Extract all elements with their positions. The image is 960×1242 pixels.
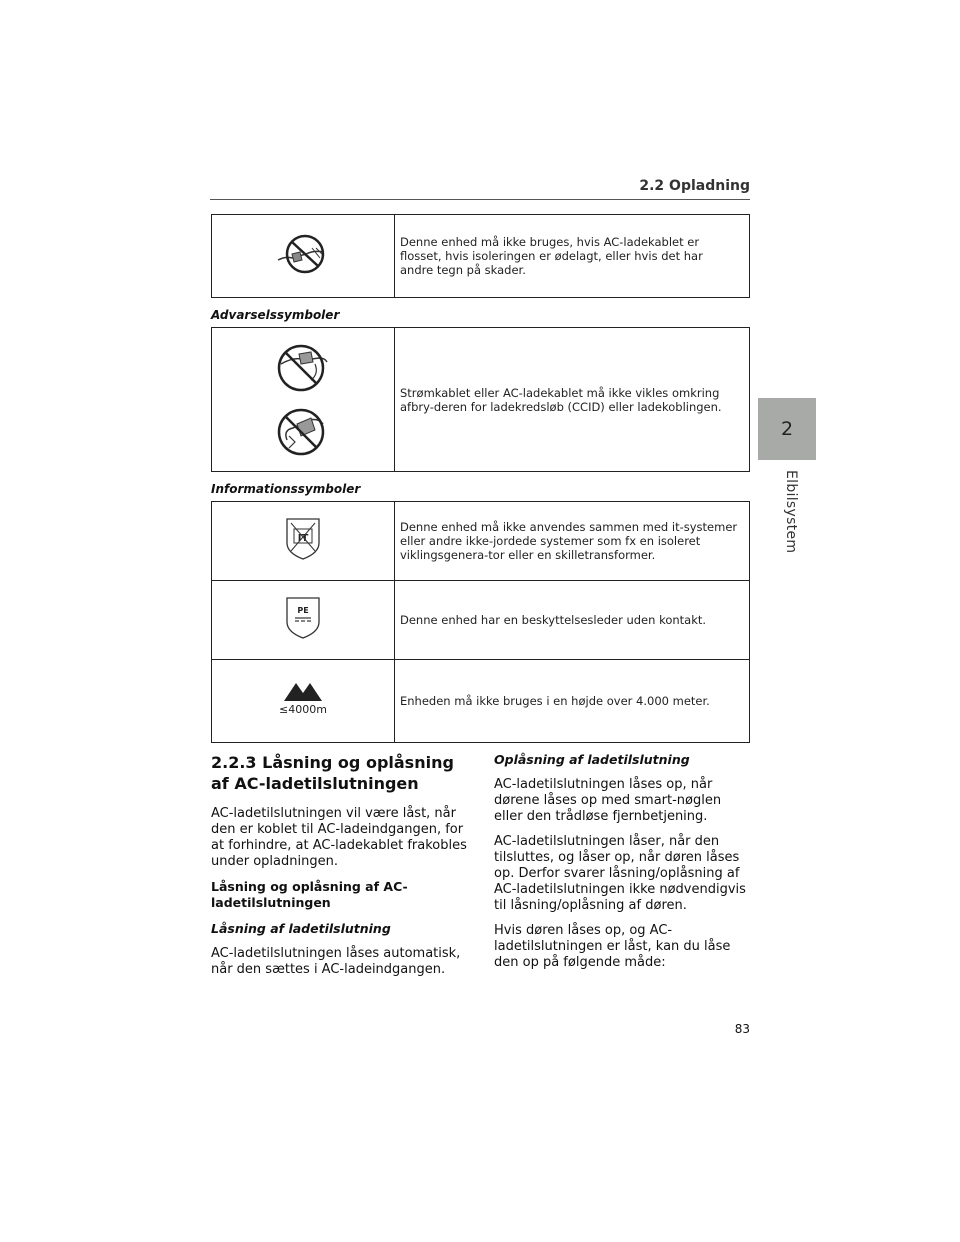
description-text: Denne enhed må ikke anvendes sammen med it-systemer eller andre ikke-jordede systemer som fx en isoleret viklingsgenera-tor eller en skilletransformer. [395,502,750,581]
table-row [212,660,750,743]
protective-earth-icon [285,596,321,640]
paragraph: AC-ladetilslutningen låser, når den tilsluttes, og låser op, når døren låses op. Derfor svarer låsning/oplåsning af AC-ladetilslutningen ikke nødvendigvis til låsning/oplåsning af døren. [494,834,746,913]
table-row [212,328,750,472]
it-label: IT [297,533,309,544]
subheading: Låsning og oplåsning af AC-ladetilslutningen [211,879,408,910]
right-column [494,752,750,980]
icon-cell [212,660,395,743]
description-text: Denne enhed må ikke bruges, hvis AC-ladekablet er flosset, hvis isoleringen er ødelagt, eller hvis det har andre tegn på skader. [395,215,750,298]
damaged-cable-table [211,214,750,298]
table-row [212,215,750,298]
subheading-italic: Låsning af ladetilslutning [211,921,391,936]
icon-cell [212,581,395,660]
pe-label: PE [297,606,309,615]
section-heading: 2.2.3 Låsning og oplåsning af AC-ladetilslutningen [211,753,454,793]
chapter-number: 2 [780,418,794,440]
icon-cell [212,502,395,581]
paragraph: AC-ladetilslutningen låses automatisk, når den sættes i AC-ladeindgangen. [211,946,461,977]
no-wrap-ccid-icon [275,406,331,458]
altitude-limit-icon [273,681,333,717]
warning-caption: Advarselssymboler [211,308,340,322]
subheading-italic: Oplåsning af ladetilslutning [494,752,690,767]
section-header: 2.2 Opladning [639,178,750,194]
info-table [211,501,750,743]
table-row [212,581,750,660]
paragraph: Hvis døren låses op, og AC-ladetilslutningen er låst, kan du låse den op på følgende måde: [494,923,731,970]
left-column [211,752,467,987]
table-row [212,502,750,581]
description-text: Denne enhed har en beskyttelsesleder uden kontakt. [395,581,750,660]
icon-cell [212,215,395,298]
page-number: 83 [734,1022,750,1036]
header-divider [210,199,750,200]
damaged-cable-prohibited-icon [276,234,330,274]
chapter-label: Elbilsystem [783,470,799,554]
description-text: Strømkablet eller AC-ladekablet må ikke vikles omkring afbry-deren for ladekredsløb (CCID) eller ladekoblingen. [395,328,750,472]
description-text: Enheden må ikke bruges i en højde over 4.000 meter. [395,660,750,743]
icon-cell [212,328,395,472]
chapter-tab [758,398,816,460]
paragraph: AC-ladetilslutningen vil være låst, når den er koblet til AC-ladeindgangen, for at forhindre, at AC-ladekablet frakobles under opladningen. [211,806,467,869]
no-wrap-cable-icon [275,342,331,394]
warning-table [211,327,750,472]
paragraph: AC-ladetilslutningen låses op, når dørene låses op med smart-nøglen eller den trådløse fjernbetjening. [494,777,722,824]
altitude-label: ≤4000m [279,703,327,716]
info-caption: Informationssymboler [211,482,361,496]
no-it-system-icon [285,517,321,561]
